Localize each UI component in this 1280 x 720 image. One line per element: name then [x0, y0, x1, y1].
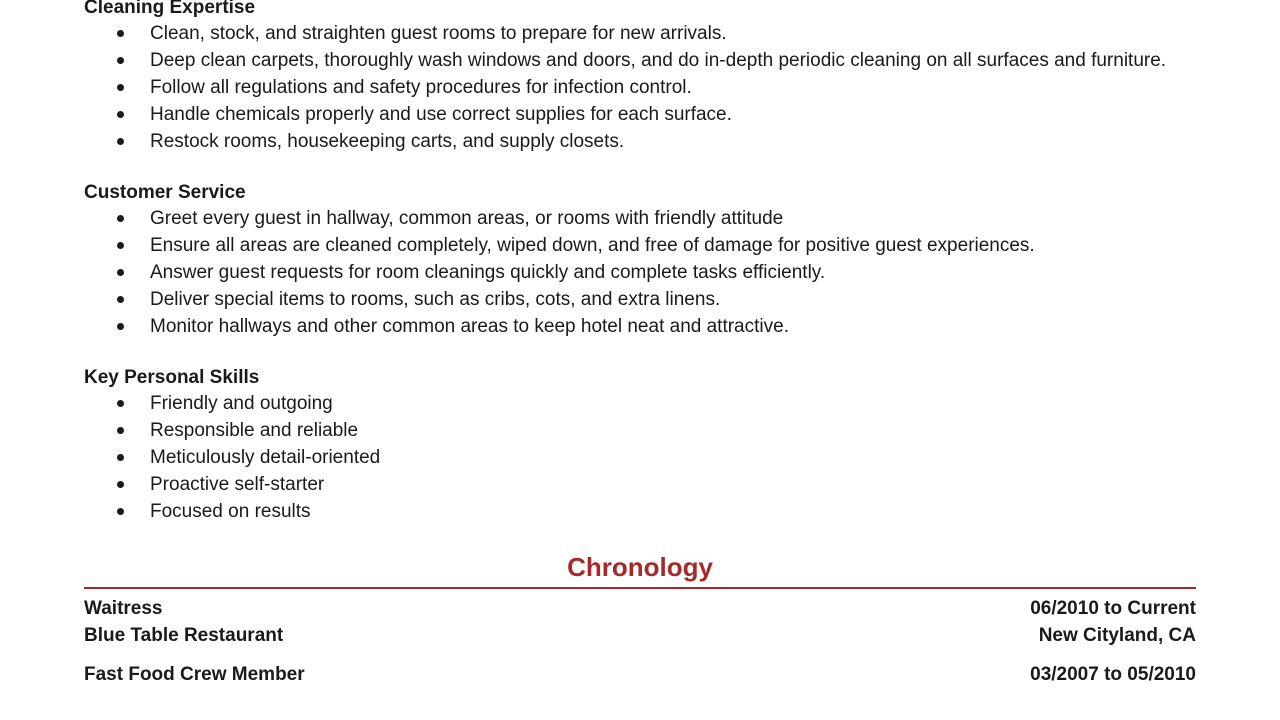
section-key-personal-skills	[84, 366, 1196, 525]
list-item: Restock rooms, housekeeping carts, and supply closets.	[84, 128, 1196, 155]
section-customer-service	[84, 181, 1196, 340]
list-item: Answer guest requests for room cleanings quickly and complete tasks efficiently.	[84, 259, 1196, 286]
job-title: Fast Food Crew Member	[84, 664, 305, 685]
section-title: Key Personal Skills	[84, 367, 260, 388]
list-item: Handle chemicals properly and use correct supplies for each surface.	[84, 101, 1196, 128]
bullet-icon	[117, 84, 124, 91]
list-item: Follow all regulations and safety procedures for infection control.	[84, 74, 1196, 101]
list-item: Greet every guest in hallway, common areas, or rooms with friendly attitude	[84, 205, 1196, 232]
job-employer: Blue Table Restaurant	[84, 625, 284, 646]
chronology-heading: Chronology	[567, 552, 713, 582]
bullet-icon	[117, 30, 124, 37]
job-title-row	[84, 595, 1196, 622]
bullet-list	[84, 390, 1196, 525]
bullet-icon	[117, 400, 124, 407]
job-entry	[84, 595, 1196, 649]
job-dates: 03/2007 to 05/2010	[1030, 664, 1196, 685]
bullet-icon	[117, 508, 124, 515]
list-item: Meticulously detail-oriented	[84, 444, 1196, 471]
section-cleaning-expertise	[84, 0, 1196, 155]
bullet-icon	[117, 481, 124, 488]
list-item: Deliver special items to rooms, such as cribs, cots, and extra linens.	[84, 286, 1196, 313]
job-entry	[84, 661, 1196, 688]
job-title-row	[84, 661, 1196, 688]
list-item: Responsible and reliable	[84, 417, 1196, 444]
list-item: Friendly and outgoing	[84, 390, 1196, 417]
section-divider	[84, 587, 1196, 589]
bullet-icon	[117, 323, 124, 330]
bullet-icon	[117, 427, 124, 434]
section-title: Cleaning Expertise	[84, 0, 256, 18]
section-title: Customer Service	[84, 182, 246, 203]
bullet-list	[84, 205, 1196, 340]
list-item: Focused on results	[84, 498, 1196, 525]
bullet-icon	[117, 296, 124, 303]
job-dates: 06/2010 to Current	[1030, 598, 1196, 619]
bullet-icon	[117, 215, 124, 222]
list-item: Proactive self-starter	[84, 471, 1196, 498]
resume-page	[84, 0, 1196, 700]
job-location: New Cityland, CA	[1038, 625, 1196, 646]
bullet-icon	[117, 454, 124, 461]
bullet-icon	[117, 57, 124, 64]
list-item: Monitor hallways and other common areas to keep hotel neat and attractive.	[84, 313, 1196, 340]
job-title: Waitress	[84, 598, 163, 619]
bullet-icon	[117, 138, 124, 145]
list-item: Clean, stock, and straighten guest rooms to prepare for new arrivals.	[84, 20, 1196, 47]
section-chronology	[84, 551, 1196, 688]
bullet-icon	[117, 269, 124, 276]
bullet-icon	[117, 111, 124, 118]
bullet-list	[84, 20, 1196, 155]
job-employer-row	[84, 622, 1196, 649]
list-item: Ensure all areas are cleaned completely, wiped down, and free of damage for positive guest experiences.	[84, 232, 1196, 259]
bullet-icon	[117, 242, 124, 249]
list-item: Deep clean carpets, thoroughly wash windows and doors, and do in-depth periodic cleaning on all surfaces and furniture.	[84, 47, 1196, 74]
